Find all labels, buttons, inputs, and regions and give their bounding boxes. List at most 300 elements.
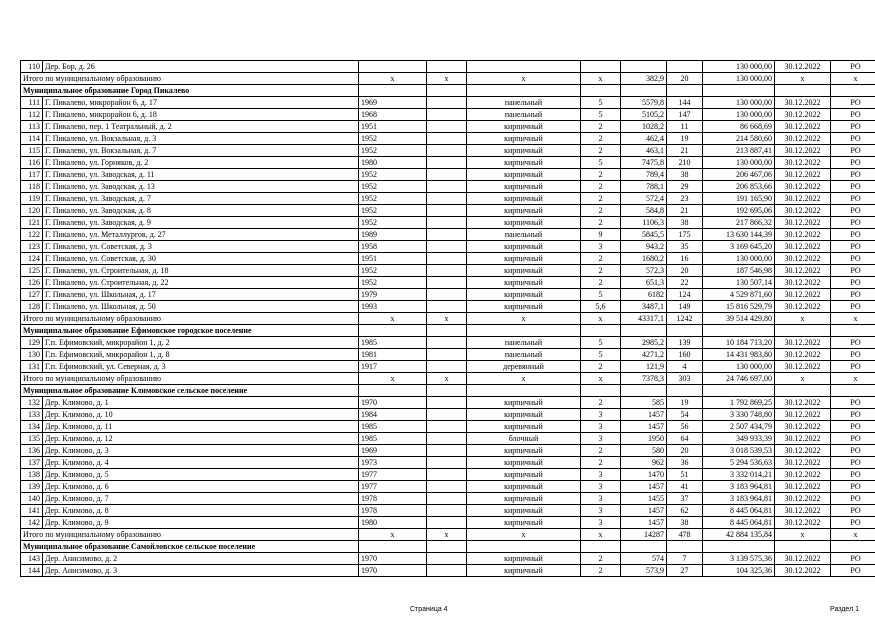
- material-cell: кирпичный: [467, 301, 581, 313]
- source-cell: РО: [831, 217, 875, 229]
- material-cell: кирпичный: [467, 445, 581, 457]
- address-cell: Г. Пикалево, микрорайон 6, д. 17: [43, 97, 359, 109]
- blank-cell: [621, 85, 667, 97]
- row-number-cell: 115: [21, 145, 43, 157]
- table-row: [21, 409, 875, 421]
- source-cell: РО: [831, 505, 875, 517]
- row-number-cell: 131: [21, 361, 43, 373]
- source-cell: РО: [831, 397, 875, 409]
- cost-cell: 15 816 529,79: [703, 301, 775, 313]
- date-cell: 30.12.2022: [775, 397, 831, 409]
- date-cell: 30.12.2022: [775, 253, 831, 265]
- row-number-cell: 138: [21, 469, 43, 481]
- section-title: Муниципальное образование Ефимовское городское поселение: [21, 325, 359, 337]
- table-row: [21, 553, 875, 565]
- floors-cell: [581, 61, 621, 73]
- address-cell: Г.п. Ефимовский, микрорайон 1, д. 2: [43, 337, 359, 349]
- row-number-cell: 137: [21, 457, 43, 469]
- area-cell: 1455: [621, 493, 667, 505]
- date-cell: 30.12.2022: [775, 241, 831, 253]
- row-number-cell: 110: [21, 61, 43, 73]
- area-cell: 7475,8: [621, 157, 667, 169]
- row-number-cell: 111: [21, 97, 43, 109]
- address-cell: Дер. Климово, д. 1: [43, 397, 359, 409]
- material-cell: кирпичный: [467, 421, 581, 433]
- residents-cell: 22: [667, 277, 703, 289]
- blank-cell: [831, 385, 875, 397]
- date-cell: 30.12.2022: [775, 469, 831, 481]
- blank-cell: [359, 541, 427, 553]
- cost-cell: 8 445 064,81: [703, 517, 775, 529]
- source-cell: РО: [831, 445, 875, 457]
- table-row: [21, 253, 875, 265]
- blank-cell: [427, 169, 467, 181]
- year-cell: 1969: [359, 97, 427, 109]
- source-cell: РО: [831, 361, 875, 373]
- area-cell: 4271,2: [621, 349, 667, 361]
- total-cost-cell: 24 746 697,00: [703, 373, 775, 385]
- cost-cell: 3 183 964,81: [703, 493, 775, 505]
- source-cell: РО: [831, 97, 875, 109]
- section-header-row: [21, 85, 875, 97]
- year-cell: 1980: [359, 517, 427, 529]
- row-number-cell: 144: [21, 565, 43, 577]
- floors-cell: 3: [581, 505, 621, 517]
- total-row: [21, 73, 875, 85]
- blank-cell: [467, 385, 581, 397]
- section-title: Муниципальное образование Город Пикалево: [21, 85, 359, 97]
- address-cell: Дер. Бор, д. 26: [43, 61, 359, 73]
- year-cell: 1952: [359, 205, 427, 217]
- source-cell: РО: [831, 301, 875, 313]
- table-row: [21, 241, 875, 253]
- address-cell: Г. Пикалево, ул. Школьная, д. 50: [43, 301, 359, 313]
- blank-cell: [427, 217, 467, 229]
- material-cell: панельный: [467, 97, 581, 109]
- date-cell: 30.12.2022: [775, 301, 831, 313]
- residents-cell: 16: [667, 253, 703, 265]
- blank-cell: [581, 85, 621, 97]
- total-label: Итого по муниципальному образованию: [21, 529, 359, 541]
- source-cell: РО: [831, 433, 875, 445]
- floors-cell: 5: [581, 289, 621, 301]
- section-header-row: [21, 385, 875, 397]
- address-cell: Г.п. Ефимовский, микрорайон 1, д. 8: [43, 349, 359, 361]
- row-number-cell: 143: [21, 553, 43, 565]
- date-cell: 30.12.2022: [775, 61, 831, 73]
- year-cell: 1978: [359, 493, 427, 505]
- table-row: [21, 505, 875, 517]
- cost-cell: 14 431 983,80: [703, 349, 775, 361]
- blank-cell: [427, 289, 467, 301]
- total-year-cell: x: [359, 73, 427, 85]
- table-row: [21, 517, 875, 529]
- date-cell: 30.12.2022: [775, 349, 831, 361]
- material-cell: кирпичный: [467, 157, 581, 169]
- area-cell: 651,3: [621, 277, 667, 289]
- blank-cell: [427, 553, 467, 565]
- date-cell: 30.12.2022: [775, 97, 831, 109]
- row-number-cell: 139: [21, 481, 43, 493]
- section-header-row: [21, 325, 875, 337]
- area-cell: 3487,1: [621, 301, 667, 313]
- date-cell: 30.12.2022: [775, 565, 831, 577]
- date-cell: 30.12.2022: [775, 265, 831, 277]
- source-cell: РО: [831, 337, 875, 349]
- row-number-cell: 118: [21, 181, 43, 193]
- address-cell: Дер. Климово, д. 4: [43, 457, 359, 469]
- year-cell: 1980: [359, 157, 427, 169]
- total-floors-cell: x: [581, 373, 621, 385]
- total-blank-cell: x: [427, 313, 467, 325]
- row-number-cell: 135: [21, 433, 43, 445]
- total-blank-cell: x: [427, 373, 467, 385]
- residents-cell: 19: [667, 397, 703, 409]
- material-cell: кирпичный: [467, 397, 581, 409]
- floors-cell: 2: [581, 193, 621, 205]
- floors-cell: 2: [581, 145, 621, 157]
- area-cell: 121,9: [621, 361, 667, 373]
- area-cell: 1457: [621, 517, 667, 529]
- date-cell: 30.12.2022: [775, 361, 831, 373]
- residents-cell: 27: [667, 565, 703, 577]
- material-cell: кирпичный: [467, 217, 581, 229]
- date-cell: 30.12.2022: [775, 457, 831, 469]
- material-cell: панельный: [467, 349, 581, 361]
- area-cell: 1028,2: [621, 121, 667, 133]
- floors-cell: 2: [581, 397, 621, 409]
- blank-cell: [427, 445, 467, 457]
- blank-cell: [427, 409, 467, 421]
- date-cell: 30.12.2022: [775, 289, 831, 301]
- year-cell: 1952: [359, 133, 427, 145]
- table-row: [21, 217, 875, 229]
- date-cell: 30.12.2022: [775, 517, 831, 529]
- residents-cell: 11: [667, 121, 703, 133]
- floors-cell: 2: [581, 565, 621, 577]
- floors-cell: 2: [581, 133, 621, 145]
- source-cell: РО: [831, 253, 875, 265]
- material-cell: кирпичный: [467, 133, 581, 145]
- source-cell: РО: [831, 169, 875, 181]
- residents-cell: 54: [667, 409, 703, 421]
- table-row: [21, 109, 875, 121]
- blank-cell: [427, 241, 467, 253]
- total-source-cell: x: [831, 529, 875, 541]
- material-cell: кирпичный: [467, 457, 581, 469]
- date-cell: 30.12.2022: [775, 505, 831, 517]
- residents-cell: 37: [667, 493, 703, 505]
- source-cell: РО: [831, 145, 875, 157]
- cost-cell: 4 529 871,60: [703, 289, 775, 301]
- residents-cell: 29: [667, 181, 703, 193]
- date-cell: 30.12.2022: [775, 493, 831, 505]
- floors-cell: 3: [581, 517, 621, 529]
- blank-cell: [427, 421, 467, 433]
- floors-cell: 5: [581, 337, 621, 349]
- table-row: [21, 229, 875, 241]
- year-cell: 1979: [359, 289, 427, 301]
- year-cell: 1989: [359, 229, 427, 241]
- area-cell: 1457: [621, 421, 667, 433]
- floors-cell: 2: [581, 217, 621, 229]
- total-source-cell: x: [831, 73, 875, 85]
- register-table-body: [21, 61, 875, 577]
- floors-cell: 2: [581, 553, 621, 565]
- table-row: [21, 421, 875, 433]
- total-source-cell: x: [831, 313, 875, 325]
- total-label: Итого по муниципальному образованию: [21, 313, 359, 325]
- blank-cell: [427, 337, 467, 349]
- area-cell: 1457: [621, 409, 667, 421]
- blank-cell: [427, 301, 467, 313]
- blank-cell: [427, 181, 467, 193]
- table-row: [21, 565, 875, 577]
- material-cell: кирпичный: [467, 481, 581, 493]
- address-cell: Г. Пикалево, ул. Горняков, д. 2: [43, 157, 359, 169]
- total-year-cell: x: [359, 313, 427, 325]
- cost-cell: 214 580,60: [703, 133, 775, 145]
- total-label: Итого по муниципальному образованию: [21, 373, 359, 385]
- blank-cell: [427, 493, 467, 505]
- blank-cell: [581, 541, 621, 553]
- floors-cell: 3: [581, 241, 621, 253]
- area-cell: 6182: [621, 289, 667, 301]
- blank-cell: [667, 325, 703, 337]
- source-cell: РО: [831, 61, 875, 73]
- row-number-cell: 117: [21, 169, 43, 181]
- cost-cell: 130 000,00: [703, 97, 775, 109]
- area-cell: 5105,2: [621, 109, 667, 121]
- material-cell: кирпичный: [467, 505, 581, 517]
- material-cell: кирпичный: [467, 253, 581, 265]
- table-row: [21, 361, 875, 373]
- area-cell: 572,3: [621, 265, 667, 277]
- material-cell: блочный: [467, 433, 581, 445]
- area-cell: 1457: [621, 505, 667, 517]
- residents-cell: 124: [667, 289, 703, 301]
- blank-cell: [703, 541, 775, 553]
- cost-cell: 3 169 645,20: [703, 241, 775, 253]
- year-cell: 1985: [359, 433, 427, 445]
- blank-cell: [427, 541, 467, 553]
- blank-cell: [831, 541, 875, 553]
- area-cell: 573,9: [621, 565, 667, 577]
- year-cell: 1985: [359, 421, 427, 433]
- address-cell: Г. Пикалево, ул. Советская, д. 30: [43, 253, 359, 265]
- row-number-cell: 121: [21, 217, 43, 229]
- total-source-cell: x: [831, 373, 875, 385]
- total-date-cell: x: [775, 313, 831, 325]
- blank-cell: [621, 541, 667, 553]
- row-number-cell: 127: [21, 289, 43, 301]
- date-cell: 30.12.2022: [775, 277, 831, 289]
- address-cell: Г. Пикалево, ул. Строительная, д. 22: [43, 277, 359, 289]
- cost-cell: 217 866,32: [703, 217, 775, 229]
- source-cell: РО: [831, 109, 875, 121]
- address-cell: Г.п. Ефимовский, ул. Северная, д. 3: [43, 361, 359, 373]
- section-title: Муниципальное образование Климовское сельское поселение: [21, 385, 359, 397]
- floors-cell: 9: [581, 229, 621, 241]
- residents-cell: [667, 61, 703, 73]
- blank-cell: [427, 457, 467, 469]
- material-cell: панельный: [467, 229, 581, 241]
- cost-cell: 86 668,69: [703, 121, 775, 133]
- cost-cell: 349 933,39: [703, 433, 775, 445]
- blank-cell: [581, 325, 621, 337]
- source-cell: РО: [831, 133, 875, 145]
- cost-cell: 3 018 539,53: [703, 445, 775, 457]
- area-cell: 1680,2: [621, 253, 667, 265]
- total-cost-cell: 39 514 429,80: [703, 313, 775, 325]
- row-number-cell: 136: [21, 445, 43, 457]
- floors-cell: 5: [581, 157, 621, 169]
- residents-cell: 20: [667, 445, 703, 457]
- source-cell: РО: [831, 421, 875, 433]
- blank-cell: [775, 325, 831, 337]
- cost-cell: 206 853,66: [703, 181, 775, 193]
- address-cell: Дер. Климово, д. 7: [43, 493, 359, 505]
- cost-cell: 192 695,06: [703, 205, 775, 217]
- cost-cell: 130 000,00: [703, 253, 775, 265]
- blank-cell: [427, 253, 467, 265]
- date-cell: 30.12.2022: [775, 433, 831, 445]
- table-row: [21, 121, 875, 133]
- material-cell: кирпичный: [467, 553, 581, 565]
- page-number: Страница 4: [410, 606, 448, 613]
- residents-cell: 21: [667, 205, 703, 217]
- residents-cell: 56: [667, 421, 703, 433]
- date-cell: 30.12.2022: [775, 409, 831, 421]
- year-cell: 1985: [359, 337, 427, 349]
- cost-cell: 3 183 964,81: [703, 481, 775, 493]
- blank-cell: [427, 385, 467, 397]
- year-cell: 1952: [359, 145, 427, 157]
- total-material-cell: x: [467, 373, 581, 385]
- floors-cell: 2: [581, 253, 621, 265]
- area-cell: 5579,8: [621, 97, 667, 109]
- floors-cell: 3: [581, 421, 621, 433]
- blank-cell: [621, 325, 667, 337]
- year-cell: 1973: [359, 457, 427, 469]
- blank-cell: [703, 385, 775, 397]
- blank-cell: [831, 85, 875, 97]
- material-cell: панельный: [467, 109, 581, 121]
- floors-cell: 2: [581, 277, 621, 289]
- table-row: [21, 265, 875, 277]
- residents-cell: 149: [667, 301, 703, 313]
- blank-cell: [775, 85, 831, 97]
- area-cell: 5845,5: [621, 229, 667, 241]
- table-row: [21, 301, 875, 313]
- cost-cell: 130 000,00: [703, 157, 775, 169]
- total-blank-cell: x: [427, 73, 467, 85]
- date-cell: 30.12.2022: [775, 181, 831, 193]
- material-cell: кирпичный: [467, 409, 581, 421]
- source-cell: РО: [831, 349, 875, 361]
- total-year-cell: x: [359, 529, 427, 541]
- area-cell: 1950: [621, 433, 667, 445]
- table-row: [21, 493, 875, 505]
- source-cell: РО: [831, 229, 875, 241]
- total-area-cell: 7378,3: [621, 373, 667, 385]
- row-number-cell: 142: [21, 517, 43, 529]
- residents-cell: 21: [667, 145, 703, 157]
- material-cell: кирпичный: [467, 121, 581, 133]
- blank-cell: [427, 469, 467, 481]
- area-cell: 1457: [621, 481, 667, 493]
- date-cell: 30.12.2022: [775, 193, 831, 205]
- residents-cell: 4: [667, 361, 703, 373]
- blank-cell: [581, 385, 621, 397]
- material-cell: деревянный: [467, 361, 581, 373]
- year-cell: 1981: [359, 349, 427, 361]
- cost-cell: 130 000,00: [703, 61, 775, 73]
- table-row: [21, 193, 875, 205]
- area-cell: 943,2: [621, 241, 667, 253]
- source-cell: РО: [831, 469, 875, 481]
- residents-cell: 38: [667, 169, 703, 181]
- floors-cell: 3: [581, 433, 621, 445]
- total-row: [21, 373, 875, 385]
- blank-cell: [427, 517, 467, 529]
- total-material-cell: x: [467, 313, 581, 325]
- cost-cell: 130 000,00: [703, 109, 775, 121]
- year-cell: 1970: [359, 397, 427, 409]
- blank-cell: [427, 505, 467, 517]
- table-row: [21, 133, 875, 145]
- row-number-cell: 140: [21, 493, 43, 505]
- address-cell: Дер. Климово, д. 12: [43, 433, 359, 445]
- address-cell: Г. Пикалево, ул. Заводская, д. 13: [43, 181, 359, 193]
- residents-cell: 38: [667, 517, 703, 529]
- material-cell: кирпичный: [467, 469, 581, 481]
- total-residents-cell: 20: [667, 73, 703, 85]
- blank-cell: [427, 193, 467, 205]
- material-cell: кирпичный: [467, 241, 581, 253]
- blank-cell: [359, 85, 427, 97]
- date-cell: 30.12.2022: [775, 553, 831, 565]
- floors-cell: 2: [581, 205, 621, 217]
- residents-cell: 41: [667, 481, 703, 493]
- table-row: [21, 433, 875, 445]
- year-cell: 1970: [359, 565, 427, 577]
- source-cell: РО: [831, 181, 875, 193]
- blank-cell: [427, 325, 467, 337]
- date-cell: 30.12.2022: [775, 133, 831, 145]
- cost-cell: 3 330 748,80: [703, 409, 775, 421]
- year-cell: [359, 61, 427, 73]
- cost-cell: 1 792 869,25: [703, 397, 775, 409]
- floors-cell: 2: [581, 445, 621, 457]
- floors-cell: 5: [581, 97, 621, 109]
- row-number-cell: 141: [21, 505, 43, 517]
- table-row: [21, 289, 875, 301]
- date-cell: 30.12.2022: [775, 169, 831, 181]
- address-cell: Дер. Климово, д. 3: [43, 445, 359, 457]
- section-header-row: [21, 541, 875, 553]
- material-cell: кирпичный: [467, 181, 581, 193]
- total-cost-cell: 130 000,00: [703, 73, 775, 85]
- year-cell: 1970: [359, 553, 427, 565]
- blank-cell: [667, 541, 703, 553]
- table-row: [21, 457, 875, 469]
- source-cell: РО: [831, 493, 875, 505]
- row-number-cell: 116: [21, 157, 43, 169]
- year-cell: 1952: [359, 181, 427, 193]
- table-row: [21, 169, 875, 181]
- address-cell: Дер. Климово, д. 8: [43, 505, 359, 517]
